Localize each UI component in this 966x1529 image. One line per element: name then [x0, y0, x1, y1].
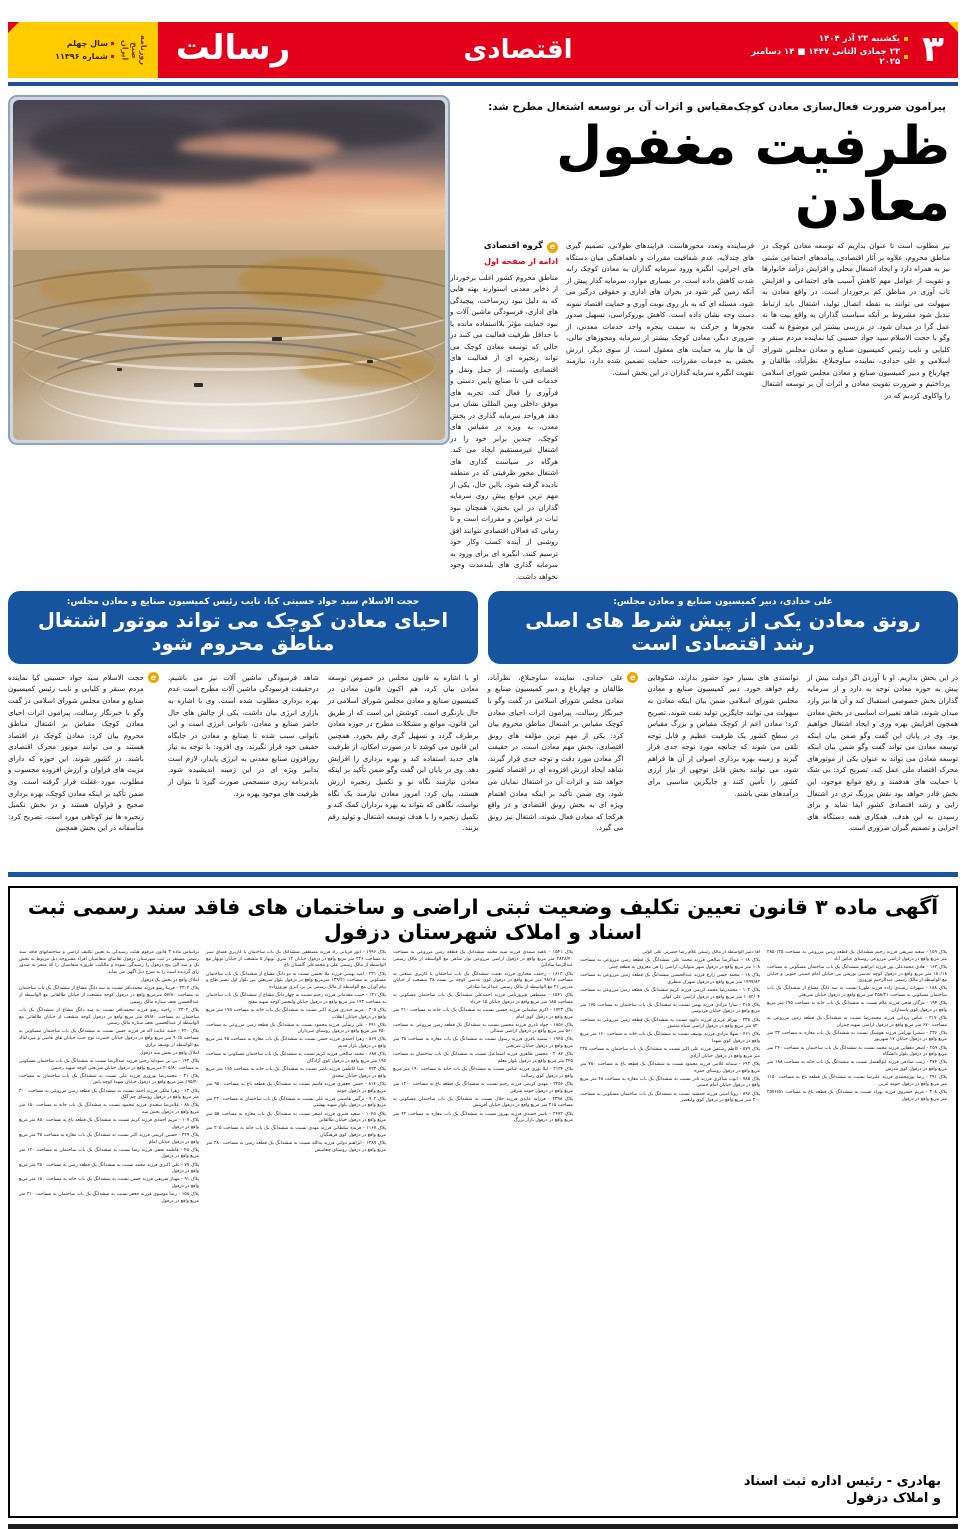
secondary-col-4: او با اشاره به قانون مجلس در خصوص توسعه معادن بیان کرد، هم اکنون قانون معادن در کمیسیون صنایع و معادن مجلس شورای اسلامی در حال بازنگری است. کوشش این است که از طریق این قانون، موانع و مشکلات مطرح در حوزه معادن برطرف گردد و تسهیل گری رقم بخورد. همچنین این قانون می کوشد تا در صورت امکان، از ظرفیت های جدید استفاده کند و بهره برداری را افزایش دهد. وی در پایان این گفت وگو ضمن تأکید بر اینکه معادن نیازمند نگاه نو و تکمیل زنجیره ارزش هستند، بیان کرد: امروز معادن نیازمند یک نگاه نواست، نگاهی که بتواند به بهره برداران کمک کند و تکمیل زنجیره را با هدف توسعه اشتغال و تولید رقم بزنند.: [327, 672, 479, 833]
continued-from-label: ادامه از صفحه اول: [484, 257, 558, 267]
notice-entry: پلاک ۷۷ - علی اکبری فرزند محمد نسبت به ششدانگ یک قطعه زمین به مساحت ۲۵۰ متر مربع واقع در دزفول: [19, 1162, 199, 1175]
signature-line-1: بهادری - رئیس اداره ثبت اسناد: [743, 1473, 941, 1489]
notice-entry: املاک واقع در بخش سه دزفول: [140, 1050, 199, 1056]
notice-entry: پلاک ۱۲۱ - حبیب مقدماتی فرزند رحیم نسبت به چهار دانگ مشاع از ششدانگ یک باب ساختمان به مساحت ۱۴۳ متر مربع واقع در دزفول خیابان ولیعصر کوچه شهید مفتح: [206, 993, 386, 1005]
notice-entry: پلاک ۲۳۰۲ - فریبا رشو فرزند محمدباقر نسبت به سه دانگ مشاع از ششدانگ یک باب ساختمان به مساحت ۵۷/۸۰ مترمربع واقع در دزفول کوجه منشعب از خیابان طالقانی مع الواسطه از عبدالحسین نجف ستاره مالک رسمی: [19, 986, 199, 1005]
lead-photo: [8, 95, 450, 445]
notice-entry: پلاک ۱۵۴۱ - ناهید صمدی فرزند سید محمد ششدانگ یک قطعه زمین مزروعی به مساحت ۲۸۲۸/۴۰ متر مربع واقع در دزفول اراضی مزروعی نوار شاهی مع الواسطه از مالک رسمی عبدالرضا ساداتی: [393, 950, 573, 969]
date-lunar-gregorian: ۲۳ جمادی الثانی ۱۴۴۷ ■ ۱۴ دسامبر ۲۰۲۵: [751, 46, 901, 67]
notice-entry: پلاک ۱۹۴ - مژگان فتحی فرزند غلام نسبت به ششدانگ یک باب خانه به مساحت ۱۹۵ متر مربع واقع در دزفول کوی پاسداران: [767, 1001, 947, 1013]
notice-entry: پلاک ۲۷۴ - زینب صادقی فرزند ابوالفضل نسبت به ششدانگ یک باب خانه به مساحت ۱۸۸ متر مربع واقع در دزفول کوی مدرس: [767, 1060, 947, 1073]
notice-entry: پلاک ۱۹۴۵ - سمیه باقری فرزند رسول نسبت به ششدانگ یک باب مغازه به مساحت ۳۸ متر مربع واقع در دزفول خیابان شریعتی: [393, 1037, 573, 1050]
notice-entry: پلاک ۳۰۵ - مریم حیدری فرزند اکبر نسبت به ششدانگ یک باب خانه به مساحت ۱۷۵ متر مربع واقع در دزفول خیابان انقلاب: [206, 1007, 386, 1020]
banner-hosseinikia: [8, 591, 478, 664]
notice-entry: پلاک ۱۷۲۳ - اکرم سلیمانی فرزند حسین نسبت به ششدانگ یک باب خانه به مساحت ۲۱۰ متر مربع واقع در دزفول کوی امام: [393, 1007, 573, 1020]
notice-entry: پلاک ۱۳ - زهرا ملکی فرزند احمد نسبت به ششدانگ یک قطعه زمین مزروعی به مساحت ۳۰۰ متر مربع واقع در دزفول روستای چم گلک: [19, 1088, 199, 1101]
masthead-dates: [728, 22, 908, 78]
secondary-col-5: شاهد فرسودگی ماشین آلات نیز می باشیم. درحقیقت فرسودگی ماشین آلات مطرح است عدم بهره برداری مطلوب شده است. وی با اشاره به بازاری انرژی بیان داشت، یکی از چالش های حال حاضر صنایع و معادن، ناتوانی انرژی است و این ناتوانی سبب شده تا صنایع و معادن در جایگاه حقیقی خود قرار نگیرند. وی افزود: با توجه به نیاز روزافزون صنایع معدنی به انرژی پایدار، لازم است تدابیر ویژه ای در این زمینه اندیشیده شود. بایدبرنامه ریزی منسجمی صورت گیرد تا بتوان از ظرفیت های موجود بهره برد.: [167, 672, 319, 798]
notice-col-4: [580, 950, 760, 1469]
notice-entry: پلاک ۲۱ - محمدرضا نوروزی فرزند علی نسبت به ششدانگ یک باب ساختمان به مساحت ۱۹۵/۴۰ متر مربع واقع در دزفول خیابان شهدا کوچه یاس: [19, 1073, 199, 1086]
issue-label: شماره ۱۱۳۹۶: [55, 52, 108, 61]
date-lunar-row: [734, 47, 908, 67]
masthead: [8, 22, 958, 78]
legal-notice-block: [8, 886, 958, 1518]
secondary-article-columns: [8, 672, 958, 866]
notice-col-1: [19, 950, 199, 1469]
notice-col-2: [206, 950, 386, 1469]
notice-entry: پلاک ۲۹۱ - رضا پورمحمدی فرزند علیرضا نسبت به ششدانگ یک قطعه باغ به مساحت ۱۱۵۰ متر مربع واقع در دزفول حومه غربی: [767, 1075, 947, 1087]
notice-entry: پلاک ۱۱۶۷ - فریده سلطانی فرزند مهدی نسبت به ششدانگ یک باب خانه به مساحت ۲۰۵ متر مربع واقع در دزفول کوی فرهنگیان: [206, 1126, 386, 1139]
photo-mining-truck: [117, 368, 122, 371]
lead-headline: ظرفیت مغفول معادن: [556, 116, 950, 233]
notice-footer: [19, 1469, 947, 1508]
notice-entry: پلاک ۳۰۸ - مریم خسروی فرزند بهزاد نسبت به ششدانگ یک قطعه باغ به مساحت ۲۵۷۶/۵۱ متر مربع واقع در دزفول: [767, 1090, 947, 1102]
notice-entry: پلاک ۲۵۹ - اصغر دهقانی فرزند محمد نسبت به ششدانگ یک باب ساختمان به مساحت ۲۴۰ متر مربع واقع در دزفول بلوار دانشگاه: [767, 1045, 947, 1058]
bullet-square-icon: [111, 42, 115, 46]
notice-entry: پلاک ۲۱۵ - سارا مرادی فرزند بهمن نسبت به ششدانگ یک باب ساختمان به مساحت ۱۷۵ متر مربع واقع در دزفول خیابان فردوسی: [580, 1002, 760, 1015]
lead-kicker: پیرامون ضرورت فعال‌سازی معادن کوچک‌مقیاس و اثرات آن بر توسعه اشتغال مطرح شد:: [488, 101, 946, 113]
bullet-square-icon: [111, 55, 115, 59]
notice-entry: پلاک ۲۲۹ - حسین کریمی فرزند اکبر نسبت به ششدانگ یک باب مغازه به مساحت ۳۵ متر مربع واقع در دزفول خیابان امام: [19, 1133, 199, 1145]
banner-kicker: حجت الاسلام سید جواد حسینی کیا، نایب رئیس کمیسیون صنایع و معادن مجلس:: [66, 597, 420, 608]
notice-entry: پلاک ۱۸۸ - سهراب رشیدی زاده فرزند طوریا نسبت به سه دانگ مشاع از ششدانگ یک باب ساختمان مسکونی به مساحت ۲۵۸/۲۱ متر مربع واقع در دزفول خیابان شریعتی: [767, 986, 947, 999]
secondary-col-6: [8, 672, 159, 866]
notice-entry: پلاک ۱۰۴۵ - سعید قنبری فرزند اصغر نسبت به ششدانگ یک باب مغازه به مساحت ۵۵ متر مربع واقع در دزفول خیابان طالقانی: [206, 1111, 386, 1124]
notice-entry: پلاک ۷۲۳ - مینا کاظمی فرزند ناصر نسبت به ششدانگ یک باب خانه به مساحت ۱۶۵ متر مربع واقع در دزفول خیابان سعدی: [206, 1067, 386, 1079]
brand-identity: [55, 32, 148, 68]
notice-entry: پلاک ۱۸۵۶ - جواد نادری فرزند محسن نسبت به ششدانگ یک قطعه زمین مزروعی به مساحت ۵۶۰ متر مربع واقع در دزفول اراضی شمالی: [393, 1022, 573, 1035]
secondary-col-3-text: علی حدادی، نماینده ساوجبلاغ، نظرآباد، طالقان و چهارباغ و دبیر کمیسیون صنایع و معادن مجلس شورای اسلامی در گفت وگو با خبرنگار رسالت، پیرامون اثرات احیای معادن کوچک مقیاس بر اشتغال مناطق محروم بیان کرد: یکی از مهم ترین مؤلفه های رونق اقتصادی، بخش مهم معادن است. در حقیقت اگر معادن مورد دقت و توجه جدی قرار گیرند، شاهد ایجاد ارزش افزوده ای در اقتصاد کشور خواهد شد و اثرات آن در اشتغال نمایان می شود. وی ضمن تأکید بر اینکه معادن اهتمام ویژه ای به بخش رونق اقتصادی و در واقع هرکجا که معادن فعال شوند، اشتغال نیز رونق می گیرد.: [487, 672, 624, 833]
secondary-col-6-lead: [8, 672, 159, 834]
page-number-block: [908, 22, 958, 78]
year-row: [55, 39, 114, 48]
photo-cloud: [251, 175, 432, 195]
e-bullet-icon: e: [547, 242, 558, 253]
group-label: گروه اقتصادی: [483, 241, 543, 252]
notice-entry: پلاک ۳۳۸ - بهرام عزیزی فرزند داوود نسبت به ششدانگ یک قطعه زمین مزروعی به مساحت ۸۳۰ متر مربع واقع در دزفول اراضی سیاه منصور: [580, 1017, 760, 1030]
group-label-row: [450, 240, 558, 254]
notice-entry: املاک واقع در بخش یک دزفول: [141, 978, 199, 984]
secondary-col-3-lead: [488, 672, 639, 834]
secondary-col-3: [488, 672, 639, 866]
page-bottom-rule: [8, 1524, 958, 1529]
notice-entry: پلاک ۱۵۹ - سعید شریفی فرزند رحیم ششدانگ یک قطعه زمین مزروعی به مساحت ۲۸۵۰/۲۵ متر مربع واقع در دزفول اراضی مزروعی روستای عباس آباد: [767, 950, 947, 962]
banner-kicker: علی حدادی، دبیر کمیسیون صنایع و معادن مجلس:: [613, 597, 833, 608]
section-name: اقتصادی: [463, 35, 573, 65]
notice-entry: پلاک ۴۶۱ - شهلا مرادی فرزند یوسف نسبت به ششدانگ یک باب خانه به مساحت ۱۶۰ متر مربع واقع در دزفول کوی شهدا: [580, 1032, 760, 1044]
notice-entry: پلاک ۱۸ - عبدالرضا صالحی فرزند محمد علی ششدانگ یک قطعه زمین مزروعی به مساحت ۱۰۸ متر مربع واقع در دزفول شهر متولیان، اراضی را هی معروف به قطعه چینی: [580, 958, 760, 970]
secondary-col-2: توانمندی های بسیار خود حضور بدارند، شکوفایی رقم خواهد خورد. دبیر کمیسیون صنایع و معادن مجلس شورای اسلامی ضمن بیان اینکه معادن به سهولت می توانند جایگزین تولید نفت شوند، تصریح کرد: معادن اعم از کوچک مقیاس و بزرگ مقیاس در سطح کشور یک ظرفیت عظیم و قابل توجه تلقی می شوند که چنانچه مورد توجه جدی قرار گیرند و زمینه بهره برداری اصولی از آن ها فراهم شود، می توانند بخش قابل توجهی از نیاز ارزی کشور را تأمین کنند و جایگزین مناسبی برای درآمدهای نفتی باشند.: [647, 672, 799, 798]
notice-entry: پلاک ۱۲۸۹ - ابراهیم دولتی فرزند یدالله نسبت به ششدانگ یک قطعه زمین به مساحت ۳۸۰ متر مربع واقع در دزفول روستای چغامیش: [206, 1141, 386, 1153]
newspaper-logo: [158, 22, 308, 78]
notice-entry: پلاک ۱۶۲ - هادی محمدعلی پور فرزند ابراهیم ششدانگ یک باب ساختمان مسکونی به مساحت ۱۸۰/۱۸ متر مربع واقع در دزفول کوچه عدسی نوربس بین خیابان امام خمینی جنوبی و خیابان مع الواسطه از مالک رسمی عبدالرحیم نوروزی: [767, 964, 947, 984]
photo-haul-road: [30, 341, 427, 440]
logo-text: رسالت: [175, 28, 291, 68]
lead-col-mid: فرساینده وتعدد مجوزهاست. فرایندهای طولانی، تصمیم گیری های چندلایه، عدم شفافیت مقررات و ناهماهنگی میان دستگاه های اجرایی، انگیزه ورود سرمایه گذاران به معادن کوچک رابه شدت کاهش داده است. در بسیاری موارد، سرمایه گذار پیش از آنکه زمین گیر شود در بحران های اداری و حقوقی درگیر می شود، مسئله ای که به بار روی نوبت آوری و حمایت اقتصاد نمونه دست وجه نشان داده است. کاهش بوروکراسی، تسهیل صدور مجوزها و حرکت به سمت پنجره واحد خدمات معدنی، از ضروری دیگر، معادن کوچک بیشتر از سرمایه ومجوزهای مالی، آن ها نیاز به حمایت های معقول است. از سوی دیگر، ارزش بخشی به خدمات مقررات، حمایت تضمین شده دارد، نیازمند تقویت انگیزه سرمایه گذاران در این بخش است.: [566, 241, 754, 377]
photo-mining-truck: [367, 360, 373, 363]
notice-entry: پلاک ۲۳۱ - امید بهمنی فرزند ملا نحسن نسبت به دو دانگ مشاع از ششدانگ یک باب ساختمان مسکونی به مساحت ۱۳۹/۲۱ مترمربع واقع در دزفول بلوار شریعتی بین بلوار اول نصیر طاج و پیام آوران مع الواسطه از مالک رسمی بی بی کبری نوروززاده: [206, 971, 386, 990]
issue-row: [55, 52, 114, 61]
secondary-col-1: در این بخش بداریم. او با آوردن اگر دولت بیش از پیش به حوزه معادن توجه به دارد و از سرمایه گذاران بخش خصوصی استقبال کند و آن ها نیز وارد میدان شوند، شاهد تغییرات اساسی در بخش معادن همچون افزایش بهره وری و ایجاد اشتغال خواهیم بود. وی در پایان این گفت وگو ضمن بیان اینکه توسعه معادن می تواند گفت وگو ضمن بیان اینکه توسعه معادن می تواند به عنوان یکی از موتورهای محرک اقتصاد ملی عمل کند، تصریح کرد: بی شک با حمایت های هدفمند و رفع موانع موجود، این بخش قادر خواهد بود نقش پررنگ تری در اشتغال زایی و رشد اقتصادی کشور ایفا نماید و برای رسیدن به این هدف، همکاری همه دستگاه های اجرایی و تصمیم گیران ضروری است.: [807, 672, 958, 833]
notice-signature: [697, 1469, 947, 1508]
e-bullet-icon: e: [148, 672, 159, 683]
notice-entry: آقا دمیر الواسطه از مالک رسمی غلام رضا حضرتی علی کولی: [642, 950, 760, 956]
notice-entry: پلاک ۱۰۷ - مریم احمدی فرزند کریم نسبت به ششدانگ یک قطعه باغ به مساحت ۸۵۰ متر مربع واقع در دزفول: [19, 1118, 199, 1130]
lead-story-text: [450, 95, 958, 582]
banner-haddadi: [488, 591, 958, 664]
lead-story-zone: [8, 95, 958, 582]
notice-entry: پلاک ۲۰۸۷ - محسن طاهری فرزند اسماعیل نسبت به ششدانگ یک باب ساختمان به مساحت ۲۴۵ متر مربع واقع در دزفول بلوار معلم: [393, 1052, 573, 1064]
lead-col-right: [450, 240, 558, 582]
notice-entry: براساس ماده ۳ قانون مرقوم هیئت رسیدگی به تعیین تکلیف اراضی و ساختمانهای فاقد سند رسمی مستقر در ثبت شهرستان دزفول تقاضای متقاضیان افراد مشروحه ذیل مربوط به بخش یک و سه الی پنج دزفول را رسیدگی نموده و مالکیت طروزه متقاضیان را که منجر به صدور رای گردیده است را به شرح ذیل آگهی می نماید.: [19, 950, 199, 976]
notice-entry: پلاک ۲۱۳۴ - لیلا نوری فرزند عباس نسبت به ششدانگ یک باب خانه به مساحت ۱۹۰ متر مربع واقع در دزفول کوی رسالت: [393, 1067, 573, 1079]
notice-entry: پلاک ۲۳۹۸ - فرزانه عابدی فرزند جلال نسبت به ششدانگ یک باب ساختمان مسکونی به مساحت ۲۱۵ متر مربع واقع در دزفول خیابان آفرینش: [393, 1096, 573, 1109]
e-bullet-icon: e: [627, 672, 638, 683]
subheadline-banners: [8, 591, 958, 664]
notice-entry: پلاک ۹۰۲ - نرگس هاشمی فرزند علی نسبت به ششدانگ یک باب ساختمان به مساحت ۲۳۰ متر مربع واقع در دزفول بلوار شهید بهشتی: [206, 1096, 386, 1109]
masthead-divider: [8, 82, 958, 86]
notice-entry: پلاک ۸۱۴ - حسن جعفری فرزند قاسم نسبت به ششدانگ یک قطعه باغ به مساحت ۹۵۰ متر مربع واقع در دزفول حومه: [206, 1081, 386, 1094]
notice-entry: پلاک ۱۹۹۶ - انور قربانی راد فرزند مصطفی ششدانگ یک باب ساختمان با کاربری فضای سبز به مساحت ۲۲۶ متر مربع واقع در دزفول خیابان ۱۲ متری نوبهار ۵ منشعب از خیابان نوبهار مع الواسطه از مالک رسمی علی و محمدعلی گلستان باغ: [206, 950, 386, 969]
notice-entry: پلاک ۴۵ - فاطمه نجفی فرزند رضا نسبت به ششدانگ یک باب ساختمان به مساحت ۱۲۰ متر مربع واقع در دزفول: [19, 1147, 199, 1160]
lead-story-columns: [450, 240, 950, 582]
notice-entry: پلاک ۲۱۷ - عباس یزدانی فرزند محمدرضا نسبت به ششدانگ یک قطعه زمین مزروعی به مساحت ۶۷۰ متر مربع واقع در دزفول اراضی شهید چمران: [767, 1016, 947, 1028]
notice-columns: [19, 950, 947, 1469]
newspaper-page: [0, 22, 966, 1507]
photo-cloud: [99, 202, 358, 219]
notice-entry: پلاک ۷۸۵ - ایوب شاکری فرزند نادر نسبت به ششدانگ یک باب مغازه به مساحت ۴۸ متر مربع واقع در دزفول خیابان امام خمینی: [580, 1076, 760, 1089]
notice-entry: پلاک ۶۹۳ - سمانه غلامی فرزند محمود نسبت به ششدانگ یک قطعه باغ به مساحت ۷۸۰ متر مربع واقع در دزفول روستای حمزه: [580, 1061, 760, 1074]
date-solar-row: [819, 34, 908, 44]
notice-col-5: [767, 950, 947, 1469]
notice-entry: پلاک ۲۳۰۲ - راحیه رشو فرزند محمدباقر نسبت به سه دانگ مشاع از ششدانگ یک باب ساختمان به مساحت ۵۷/۸۰ متر مربع واقع در دزفول کوجه منشعب از خیابان طالقانی مع الواسطه از عبدالحسین نجف ستاره مالک رسمی: [19, 1007, 199, 1027]
notice-entry: پلاک ۱۸ - محمد حسن زارع فرزند عبدالحسین ششدانگ یک قطعه زمین مزروعی به مساحت ۱۴۹۷/۸۲ متر مربع واقع در دزفول شهرک منظری: [580, 973, 760, 985]
notice-entry: پلاک ۲۲۵۶ - مهدی کریمی فرزند رحیم نسبت به ششدانگ یک قطعه باغ به مساحت ۱۲۰۰ متر مربع واقع در دزفول حومه شرقی: [393, 1081, 573, 1094]
notice-title: آگهی ماده ۳ قانون تعیین تکلیف وضعیت ثبتی اراضی و ساختمان های فاقد سند رسمی ثبت اسناد و املاک شهرستان دزفول: [27, 894, 939, 944]
banner-title: رونق معادن یکی از پیش شرط های اصلی رشد اقتصادی است: [525, 609, 921, 655]
photo-mining-truck: [272, 337, 282, 341]
lead-col-right-text: مناطق محروم کشور اغلب برخوردار از ذخایر معدنی استوارند بهته هایی که به دلیل نبود زیرساخت، پیچیدگی های اداری، فرسودگی ماشین آلات و نبود حمایت مؤثر بلااستفاده مانده یا با حداقل ظرفیت فعالیت می کنند در حالی که توسعه معادن کوچک می تواند زنجیره ای از فعالیت های اقتصادی وابسته، از حمل ونقل و خدمات فنی تا صنایع پایین دستی و فرآوری را فعال کند. تجربه های موفق داخلی وبین المللی نشان می دهد هرواحد سرمایه گذاری در بخش معدن، به ویژه در مقیاس های کوچک، چندین برابر خود را در اشتغال غیرمستقیم ایجاد می کند. هرگاه در سیاست گذاری های اشتغال محور ظرفیتی که در منطقه نادیده گرفته شود، بااین حال، یکی از مهم ترین موانع پیش روی سرمایه گذاران در این بخش، همچنان نبود ثبات در قوانین و مقررات است و تا زمانی که فعالان اقتصادی نتوانند افق روشنی از آینده کسب وکار خود ترسیم کنند، انگیزه ای برای ورود به سرمایه گذاری های بلندمدت وجود نخواهد داشت.: [450, 273, 558, 581]
lead-col-left: نیز مطلوب است تا عنوان بداریم که توسعه معادن کوچک در مناطق محروم، علاوه بر آثار اقتصادی، پیامدهای اجتماعی مثبتی نیز به همراه دارد و ایجاد اشتغال محلی و افزایش درآمد خانوارها و تقویت از عوامل مهم کاهش آسیب های اجتماعی و افزایش تاب آوری در مناطق کم برخوردار است. در واقع معادن به سهولت می توانند به نقطه اتصال تولید، اشتغال باید ارتباط تبدیل شود مشروط بر آنکه سیاست گذاران به واقع بیت ها نه عمل گرا در میدان شود. در بررسی بیشتر این موضوع به گفت وگو با حجت الاسلام سید جواد حسینی کیا نماینده مردم سنقر و کلیایی و نایب رئیس کمیسیون صنایع و معادن مجلس شورای اسلامی و علی حدادی، نماینده ساوجبلاغ، نظرآباد، طالقان و چهارباغ و دبیر کمیسیون صنایع و معادن مجلس شورای اسلامی پرداختیم و ضرورت تقویت معادن و اثرات آن بر توسعه اشتغال را واکاوی کردیم که در: [762, 241, 950, 400]
year-label: سال چهلم: [66, 39, 108, 48]
notice-entry: پلاک ۸۹۶ - رویا امینی فرزند جمشید نسبت به ششدانگ یک باب ساختمان مسکونی به مساحت ۲۰۰ متر مربع واقع در دزفول کوی ولیعصر: [580, 1091, 760, 1104]
lead-photo-image: [13, 100, 445, 440]
notice-entry: پلاک ۸۸ - غلامرضا سعیدی فرزند محمود نسبت به ششدانگ یک باب خانه به مساحت ۱۵۰ متر مربع واقع در دزفول بخش سه: [19, 1103, 199, 1116]
notice-entry: پلاک ۱۶۱۲ - رحمت مختاری فرزند نعمت ششدانگ یک باب ساختمان با کاربری صنعتی به مساحت ۹۸/۱۸ متر مربع واقع در دزفول کوی عدسی کوچه بن بست ۲۸ منشعب از خیابان مدرس ۲۱ مع الواسطه از مالک رسمی عبدالرضا ساداتی: [393, 971, 573, 990]
signature-line-2: و املاک دزفول: [846, 1491, 941, 1507]
secondary-col-6-text: حجت الاسلام سید جواد حسینی کیا نماینده مردم سنقر و کلیایی و نایب رئیس کمیسیون صنایع و معادن مجلس شورای اسلامی در گفت وگو با خبرنگار رسالت، پیرامون اثرات احیای معادن کوچک مقیاس بر اشتغال مناطق محروم بیان کرد: معادن کوچک در اقتصاد هستند و می توانند موتور محرک اقتصادی باشند. در کشور شوند. این حوزه که دارای مزیت های فراوان و ارزش افزوده محسوب و مطلوب، مورد غفلت قرار گرفته است. وی ضمن تأکید بر اینکه معادن کوچک، بهره برداری صحیح و فراوان هستند و در بخش تکمیل زنجیره ها نیز کوتاهی مورد است، تصریح کرد: متأسفانه در این بخش همچنین: [8, 672, 144, 833]
banner-title: احیای معادن کوچک می تواند موتور اشتغال مناطق محروم شود: [37, 609, 449, 655]
brand-meta: [55, 39, 114, 61]
photo-mining-truck: [194, 383, 203, 387]
date-solar: یکشنبه ۲۳ آذر ۱۴۰۴: [818, 33, 900, 44]
notice-entry: پلاک ۴۲۰ - حمید عنایت اله فر فرزند حسن نسبت به ششدانگ یک باب ساختمان مسکونی به مساحت ۹۰/۵ متر مربع واقع در دزفول خیابان حضرت نوح جنب خیابان های قاضی و میردامااد مع الواسطه از یوسف برازی: [19, 1029, 199, 1048]
masthead-brand-block: [8, 22, 158, 78]
notice-entry: پلاک ۱۵۸ - رضا موسوی فرزند جعفر نسبت به ششدانگ یک باب ساختمان به مساحت ۲۱۰ متر مربع واقع در دزفول: [19, 1192, 199, 1204]
notice-entry: پلاک ۵۷۹ - کاظم رستمی فرزند علی اکبر نسبت به ششدانگ یک باب ساختمان به مساحت ۲۲۵ متر مربع واقع در دزفول خیابان آزادی: [580, 1047, 760, 1059]
notice-entry: پلاک ۱۴۲ - بی بی سودابه رجبی فرزند عبدالرضا نسبت به ششدانگ یک باب ساختمان مسکونی به مساحت ۲۰۵/۸۰ مترمربع واقع در دزفول خیابان شریعتی کوچه شهید رحیمی: [19, 1058, 199, 1071]
notice-entry: پلاک ۵۶۷ - زهرا احمدی فرزند حسن نسبت به ششدانگ یک باب مغازه به مساحت ۴۵ متر مربع واقع در دزفول بازار قدیم: [206, 1037, 386, 1050]
notice-entry: پلاک ۲۴۷۲ - یاسر حمیدی فرزند بهروز نسبت به ششدانگ یک باب مغازه به مساحت ۴۲ متر مربع واقع در دزفول بازار بزرگ: [393, 1111, 573, 1124]
notice-entry: پلاک ۹۱ - مهناز شریفی فرزند حسن نسبت به ششدانگ یک باب خانه به مساحت ۱۸۰ متر مربع واقع در دزفول: [19, 1177, 199, 1190]
notice-entry: پلاک ۲۳۶ - سمیرا بهرامی فرزند هوشنگ نسبت به ششدانگ یک باب مغازه به مساحت ۳۲ متر مربع واقع در دزفول خیابان ۱۷ شهریور: [767, 1030, 947, 1043]
page-number: ۳: [922, 29, 944, 70]
notice-entry: پلاک ۱۰۲ - محمدرضا محمد کریمی فرزند کریم ششدانگ یک قطعه زمین مزروعی به مساحت ۱۰۸۲/۰۴ متر مربع واقع در دزفول اراضی علی کولی: [580, 987, 760, 1000]
section-divider: [8, 872, 958, 877]
notice-col-3: [393, 950, 573, 1469]
notice-entry: پلاک ۴۴۱ - علی رضایی فرزند محمود نسبت به ششدانگ یک قطعه زمین مزروعی به مساحت ۴۵۰ متر مربع واقع در دزفول روستای سرداران: [206, 1022, 386, 1035]
notice-entry: پلاک ۱۵۴۱ - مصطفی فیروزنامی فرزند احمدعلی ششدانگ یک باب ساختمان مسکونی به مساحت ۱۸۵ متر مربع واقع در دزفول خیابان ۱۵ خرداد: [393, 993, 573, 1005]
notice-entry: پلاک ۶۸۸ - محمد صالحی فرزند کریم نسبت به ششدانگ یک باب ساختمان مسکونی به مساحت ۱۹۵ متر مربع واقع در دزفول کوی آزادگان: [206, 1052, 386, 1064]
brand-vertical-text: روزنامه صبح ایران: [120, 35, 148, 65]
section-name-block: [308, 22, 728, 78]
photo-open-pit-mine: [13, 250, 445, 440]
